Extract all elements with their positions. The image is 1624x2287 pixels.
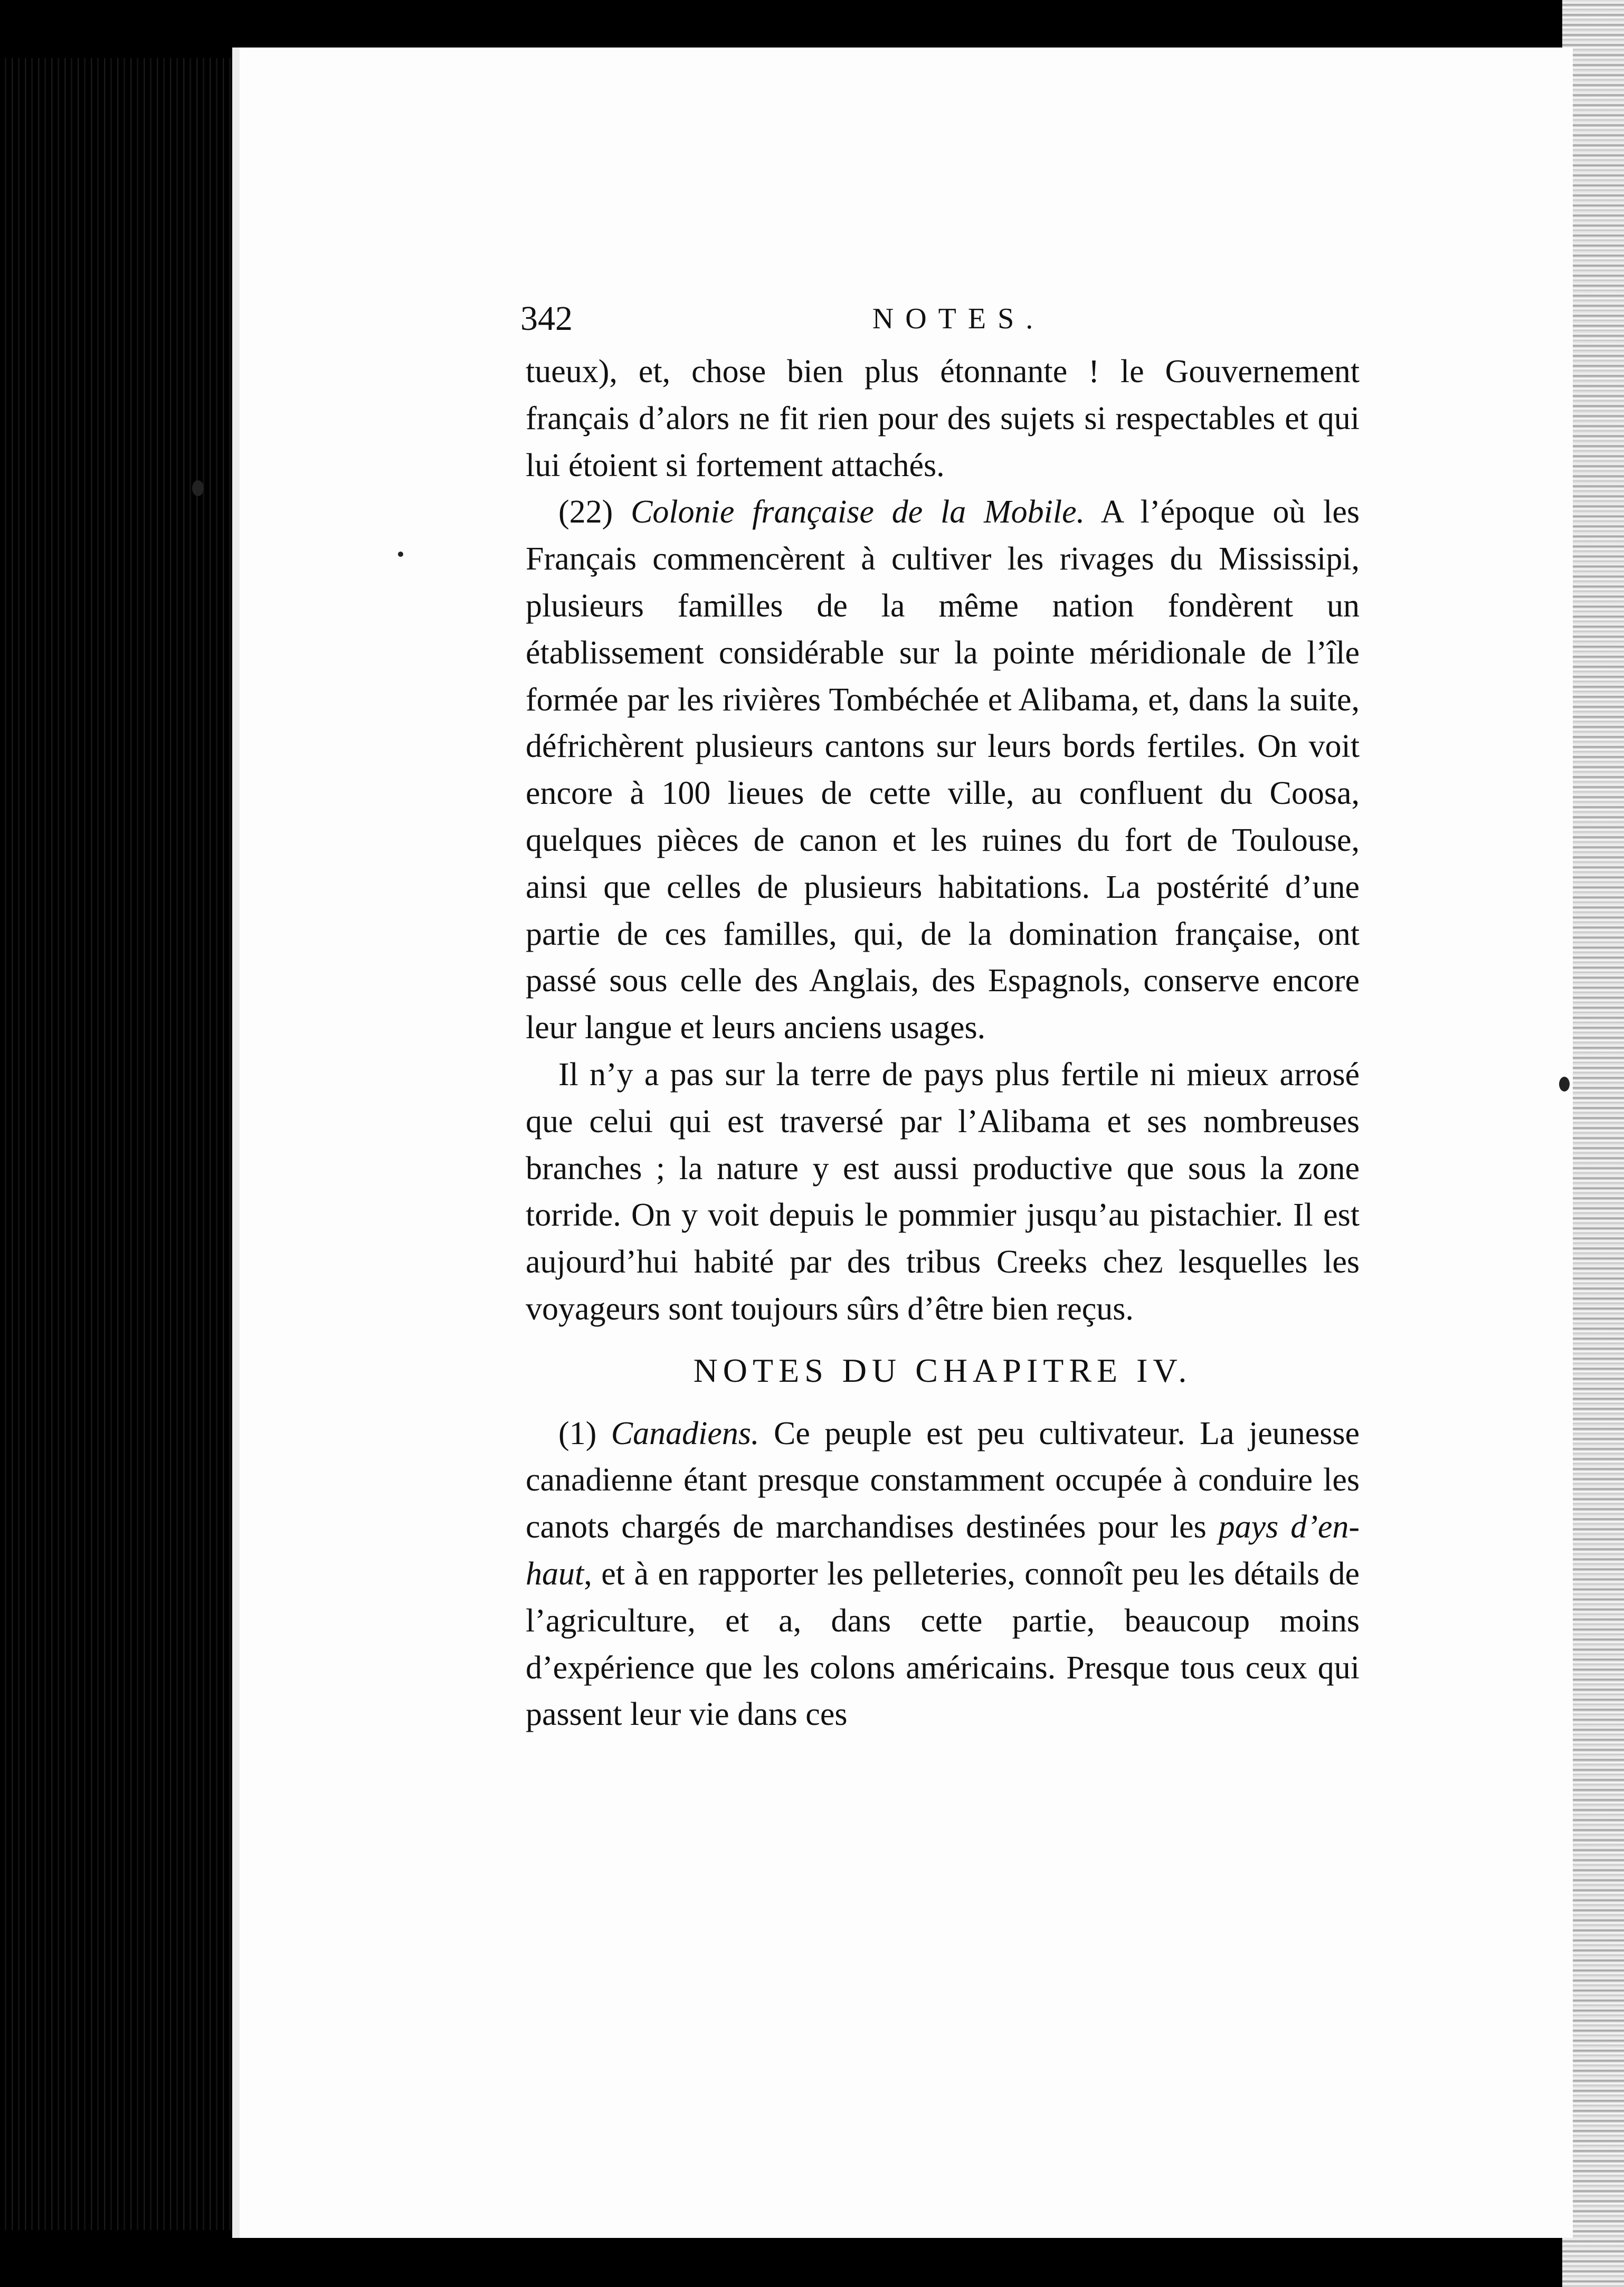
scan-left-edge [0, 0, 248, 2287]
running-head [520, 296, 1360, 348]
note-1 [526, 1410, 1360, 1739]
note-title: Colonie française de la Mobile. [631, 494, 1085, 530]
paragraph-text: tueux), et, chose bien plus étonnante ! le Gouvernement français d’alors ne fit rien pour des sujets si respectables et qui lui étoient si fortement attachés. [526, 354, 1360, 483]
page-speck [1559, 1077, 1570, 1092]
italic-phrase: pays d’en-haut [526, 1509, 1360, 1592]
running-title: NOTES. [872, 302, 1045, 335]
paragraph-text: Il n’y a pas sur la terre de pays plus fertile ni mieux arrosé que celui qui est traversé par l’Alibama et ses nombreuses branches ; la nature y est aussi productive que sous la zone torride. On y voit depuis le pommier jusqu’au pistachier. Il est aujourd’hui habité par des tribus Creeks chez lesquelles les voyageurs sont toujours sûrs d’être bien reçus. [526, 1056, 1360, 1327]
scan-bottom-edge [0, 2230, 1624, 2287]
note-title: Canadiens. [611, 1415, 759, 1451]
note-number: (1) [558, 1415, 611, 1451]
page-number: 342 [520, 299, 573, 338]
text-block [520, 296, 1360, 1738]
paragraph-text: Ce peuple est peu cultivateur. La jeunesse canadienne étant presque constamment occupée à conduire les canots chargés de marchandises destinées pour les [526, 1415, 1360, 1545]
page-speck [398, 552, 403, 557]
section-heading: NOTES DU CHAPITRE IV. [693, 1351, 1192, 1389]
book-page [232, 48, 1573, 2238]
page-speck [192, 480, 204, 496]
paragraph-text: A l’époque où les Français commencèrent à cultiver les rivages du Mississipi, plusieurs familles de la même nation fondèrent un établissement considérable sur la pointe méridionale de l’île formée par les rivières Tombéchée et Alibama, et, dans la suite, défrichèrent plusieurs cantons sur leurs bords fertiles. On voit encore à 100 lieues de cette ville, au confluent du Coosa, quelques pièces de canon et les ruines du fort de Toulouse, ainsi que celles de plusieurs habitations. La postérité d’une partie de ces familles, qui, de la domination française, ont passé sous celle des Anglais, des Espagnols, conserve encore leur langue et leurs anciens usages. [526, 494, 1360, 1046]
paragraph-text: , et à en rapporter les pelleteries, connoît peu les détails de l’agriculture, et a, dans cette partie, beaucoup moins d’expérience que les colons américains. Presque tous ceux qui passent leur vie dans ces [526, 1555, 1360, 1733]
note-number: (22) [558, 494, 631, 530]
paragraph-alibama [526, 1051, 1360, 1333]
note-22 [526, 489, 1360, 1051]
paragraph-continued [526, 348, 1360, 489]
